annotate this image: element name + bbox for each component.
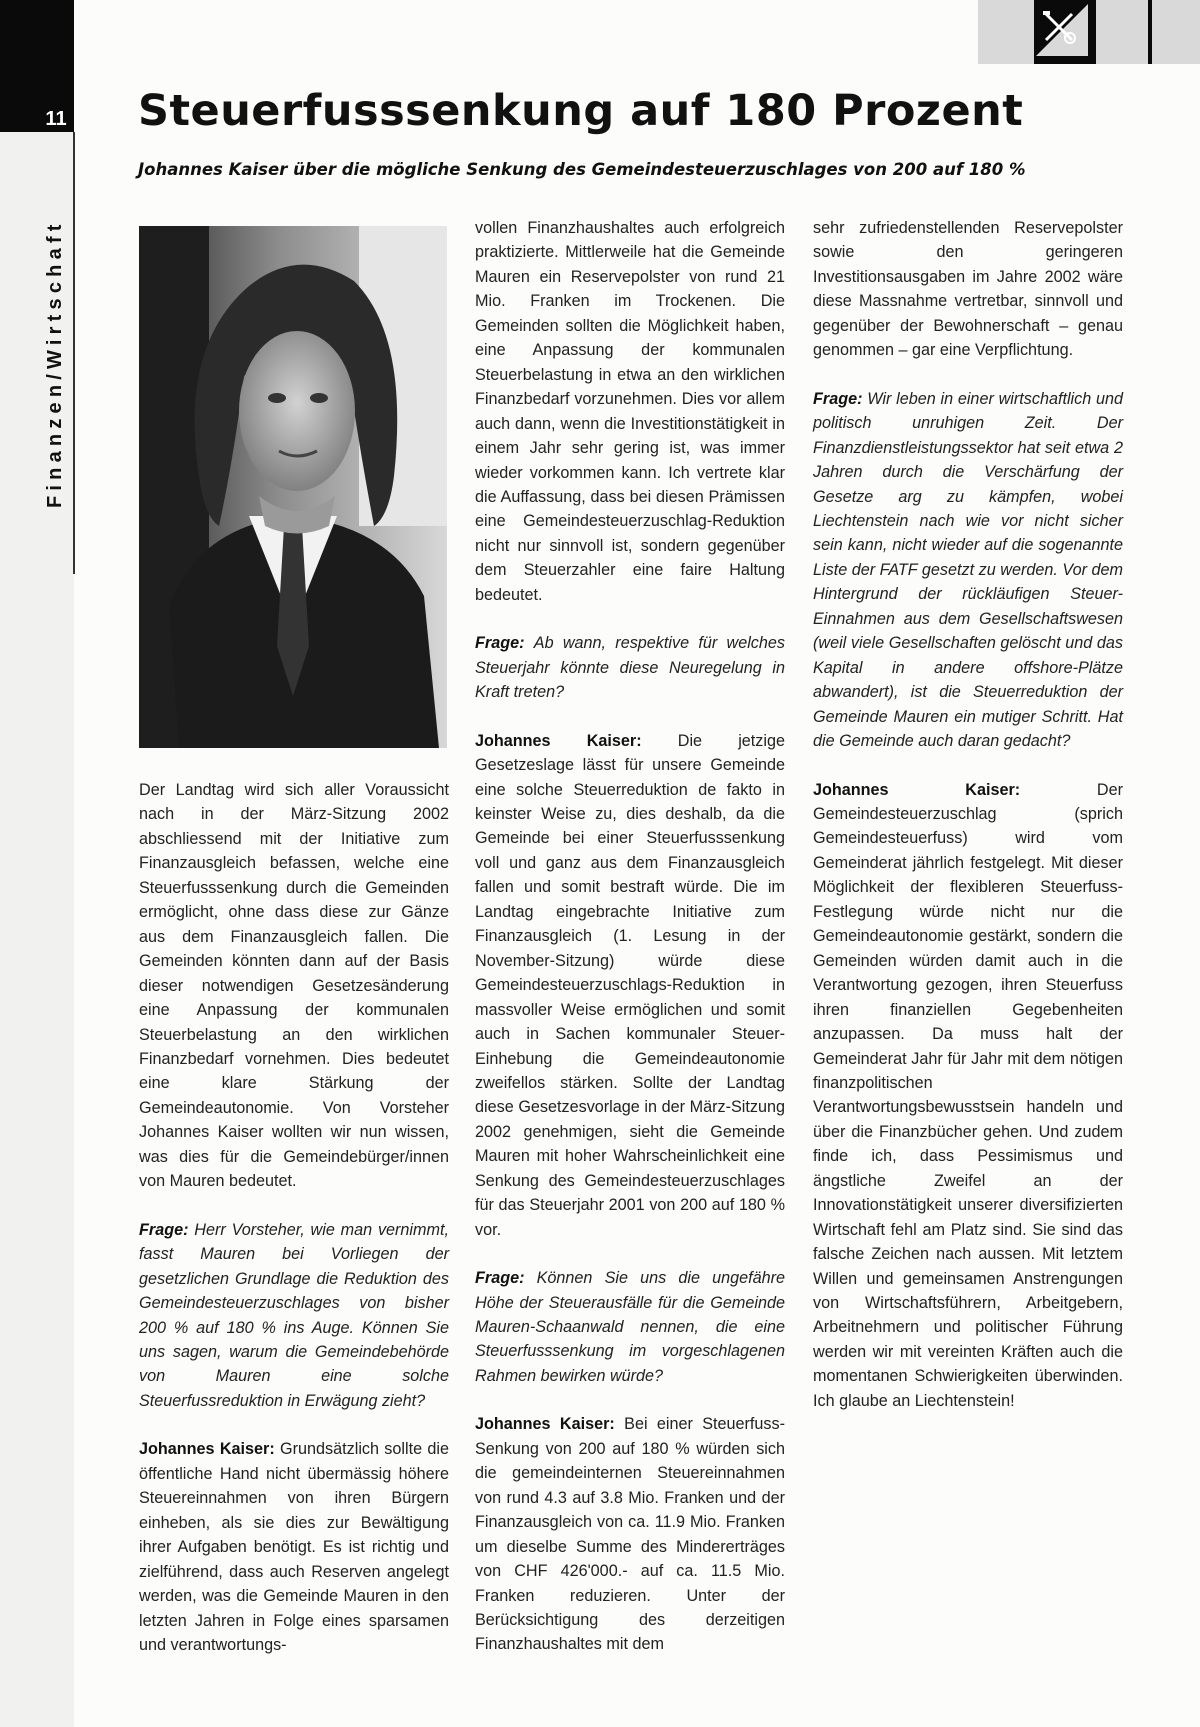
question-text: Können Sie uns die ungefähre Höhe der Steuerausfälle für die Gemeinde Mauren-Schaanwald nennen, die eine Steuerfusssenkung im vorgeschlagenen Rahmen bewirken würde?	[475, 1269, 785, 1385]
section-label-text: Finanzen/Wirtschaft	[44, 219, 66, 508]
article-title: Steuerfusssenkung auf 180 Prozent	[138, 86, 1024, 136]
answer-text: Der Gemeindesteuerzuschlag (sprich Gemeindesteuerfuss) wird vom Gemeinderat jährlich festgelegt. Mit dieser Möglichkeit der flexibleren Steuerfuss-Festlegung würde nicht nur die Gemeindeautonomie gestärkt, sondern die Gemeinden würden damit auch in die Verantwortung gezogen, ihren Steuerfuss ihren finanziellen Gegebenheiten anzupassen. Da muss halt der Gemeinderat Jahr für Jahr mit dem nötigen finanzpolitischen Verantwortungsbewusstsein handeln und über die Finanzbücher gehen. Und zudem finde ich, dass Pessimismus und ängstliche Zweifel an der Innovationstätigkeit unserer diversifizierten Wirtschaft fehl am Platz sind. Sie sind das falsche Zeichen nach aussen. Mit letztem Willen und gemeinsamen Anstrengungen von Wirtschaftsführern, Arbeitgebern, Arbeitnehmern und politischer Führung werden wir mit vereinten Kräften auch die momentanen Schwierigkeiten überwinden. Ich glaube an Liechtenstein!	[813, 780, 1124, 1410]
question-label: Frage:	[139, 1220, 189, 1239]
answer-paragraph	[475, 729, 785, 1243]
corner-divider	[1092, 0, 1096, 64]
answer-continuation: vollen Finanzhaushaltes auch erfolgreich praktizierte. Mittlerweile hat die Gemeinde Mauren ein Reservepolster von rund 21 Mio. Franken im Trockenen. Die Gemeinden sollten die Möglichkeit haben, eine Anpassung der kommunalen Steuerbelastung in etwa an den wirklichen Finanzbedarf vorzunehmen. Dies vor allem auch dann, wenn die Investitionstätigkeit in einem Jahr sehr gering ist, was immer wieder vorkommen kann. Ich vertrete klar die Auffassung, dass bei diesen Prämissen eine Gemeindesteuerzuschlag-Reduktion nicht nur sinnvoll ist, sondern gegenüber dem Steuerzahler eine faire Haltung bedeutet.	[475, 219, 785, 604]
question-label: Frage:	[813, 389, 863, 408]
text-column-1	[139, 778, 449, 1657]
crossed-tools-icon	[1036, 4, 1088, 56]
speaker-name: Johannes Kaiser:	[475, 1415, 615, 1434]
intro-paragraph: Der Landtag wird sich aller Voraussicht nach in der März-Sitzung 2002 abschliessend mit der Initiative zum Finanzausgleich befassen, welche eine Steuerfusssenkung durch die Gemeinden ermöglicht, ohne dass diese zur Gänze aus dem Finanzausgleich fallen. Die Gemeinden könnten dann auf der Basis dieser notwendigen Gesetzesänderung eine Anpassung der kommunalen Steuerbelastung an den wirklichen Finanzbedarf vornehmen. Dies bedeutet eine klare Stärkung der Gemeindeautonomie. Von Vorsteher Johannes Kaiser wollten wir nun wissen, was dies für die Gemeindebürger/innen von Mauren bedeutet.	[139, 781, 449, 1191]
question-text: Ab wann, respektive für welches Steuerjahr könnte diese Neuregelung in Kraft treten?	[475, 634, 785, 702]
page-number: 11	[38, 106, 74, 132]
question-label: Frage:	[475, 1269, 525, 1288]
answer-text: Grundsätzlich sollte die öffentliche Hand nicht übermässig höhere Steuereinnahmen von ihren Bürgern einheben, als sie dies zur Bewältigung ihrer Aufgaben benötigt. Es ist richtig und zielführend, dass auch Reserven angelegt werden, was die Gemeinde Mauren in den letzten Jahren in Folge eines sparsamen und verantwortungs-	[139, 1440, 449, 1654]
speaker-name: Johannes Kaiser:	[813, 780, 1021, 799]
answer-paragraph	[139, 1437, 449, 1657]
question-paragraph	[475, 1266, 785, 1388]
speaker-name: Johannes Kaiser:	[475, 731, 642, 750]
question-text: Herr Vorsteher, wie man vernimmt, fasst Mauren bei Vorliegen der gesetzlichen Grundlage die Reduktion des Gemeindesteuerzuschlages von bisher 200 % auf 180 % ins Auge. Können Sie uns sagen, warum die Gemeindebehörde von Mauren eine solche Steuerfussreduktion in Erwägung zieht?	[139, 1220, 449, 1410]
answer-text: Bei einer Steuerfuss-Senkung von 200 auf 180 % würden sich die gemeindeinternen Steuereinnahmen von rund 4.3 auf 3.8 Mio. Franken und der Finanzausgleich von ca. 11.9 Mio. Franken um dieselbe Summe des Mindererträges von CHF 426'000.- auf ca. 11.5 Mio. Franken reduzieren. Unter der Berücksichtigung des derzeitigen Finanzhaushaltes mit dem	[475, 1415, 785, 1654]
question-label: Frage:	[475, 634, 525, 653]
question-paragraph	[475, 631, 785, 704]
article-subtitle: Johannes Kaiser über die mögliche Senkung des Gemeindesteuerzuschlages von 200 auf 180 %	[138, 160, 1026, 179]
answer-text: Die jetzige Gesetzeslage lässt für unsere Gemeinde eine solche Steuerreduktion de fakto in keinster Weise zu, dies deshalb, da die Gemeinde bei einer Steuerfusssenkung voll und ganz aus dem Finanzausgleich fallen und somit bestraft würde. Die im Landtag eingebrachte Initiative zum Finanzausgleich (1. Lesung in der November-Sitzung) würde diese Gemeindesteuerzuschlags-Reduktion in massvoller Weise ermöglichen und somit auch in Sachen kommunaler Steuer-Einhebung die Gemeindeautonomie zweifellos stärken. Sollte der Landtag diese Gesetzesvorlage in der März-Sitzung 2002 genehmigen, sieht die Gemeinde Mauren mit hoher Wahrscheinlichkeit eine Senkung des Gemeindesteuerzuschlages für das Steuerjahr 2001 von 200 auf 180 % vor.	[475, 731, 785, 1239]
answer-continuation: sehr zufriedenstellenden Reservepolster sowie den geringeren Investitionsausgaben im Jahre 2002 wäre diese Massnahme vertretbar, sinnvoll und gegenüber der Bewohnerschaft – genau genommen – gar eine Verpflichtung.	[813, 219, 1123, 360]
corner-divider	[1148, 0, 1152, 64]
question-paragraph	[813, 387, 1123, 754]
text-column-2	[475, 216, 785, 1657]
section-rule	[73, 132, 75, 574]
question-paragraph	[139, 1218, 449, 1414]
answer-paragraph	[475, 1412, 785, 1657]
speaker-name: Johannes Kaiser:	[139, 1440, 275, 1459]
answer-paragraph	[813, 778, 1123, 1414]
question-text: Wir leben in einer wirtschaftlich und politisch unruhigen Zeit. Der Finanzdienstleistungssektor hat seit etwa 2 Jahren durch die Verschärfung der Gesetze arg zu kämpfen, wobei Liechtenstein nach wie vor nicht sicher sein kann, nicht wieder auf die sogenannte Liste der FATF gesetzt zu werden. Vor dem Hintergrund der rückläufigen Steuer-Einnahmen aus dem Gesellschaftswesen (weil viele Gesellschaften gelöscht und das Kapital in andere offshore-Plätze abwandert), ist die Steuerreduktion der Gemeinde Mauren ein mutiger Schritt. Hat die Gemeinde auch daran gedacht?	[813, 389, 1123, 751]
section-label	[44, 219, 66, 509]
text-column-3	[813, 216, 1123, 1413]
portrait-photo	[139, 226, 447, 748]
